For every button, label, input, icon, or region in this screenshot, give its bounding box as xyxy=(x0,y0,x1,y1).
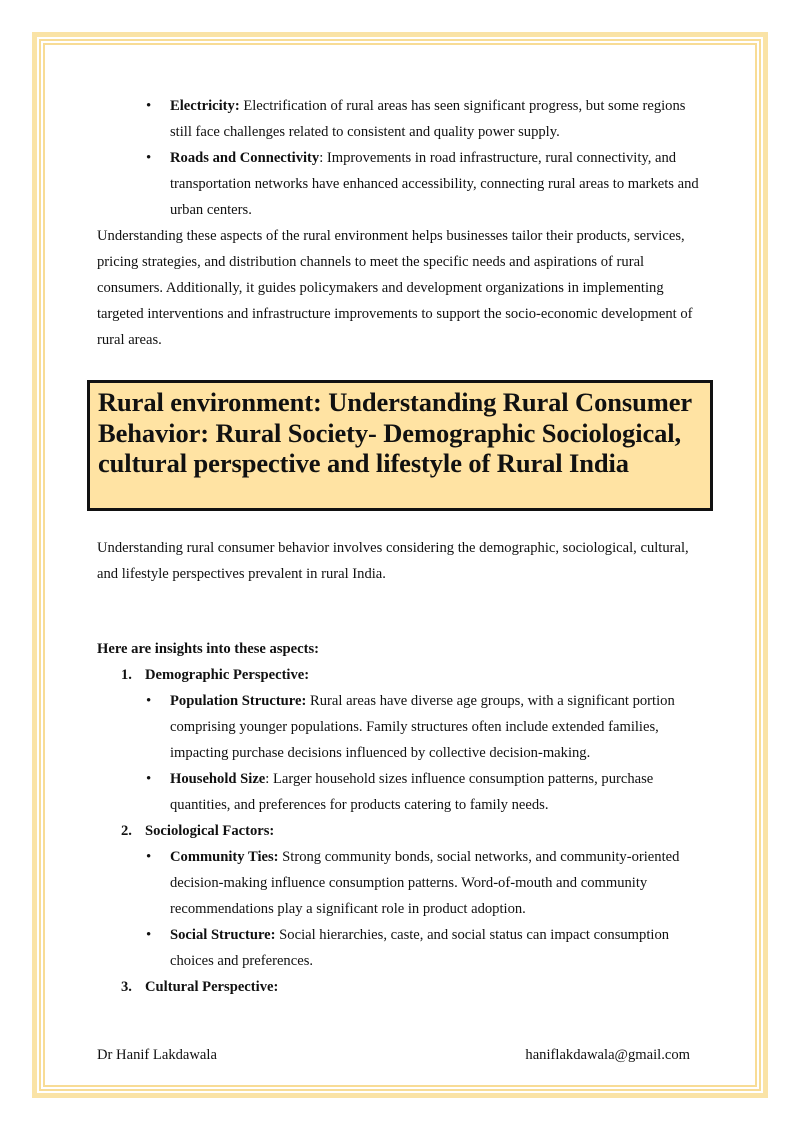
top-content xyxy=(97,93,709,353)
bullet-electricity xyxy=(170,93,709,145)
section-cultural xyxy=(97,974,709,1000)
section-number: 3. xyxy=(121,979,132,995)
bullet-term: Population Structure: xyxy=(170,693,307,709)
section-number: 2. xyxy=(121,823,132,839)
section-heading-box xyxy=(87,380,713,511)
section-sociological xyxy=(97,818,709,974)
bullet-household-size xyxy=(170,766,709,818)
infrastructure-bullet-list xyxy=(97,93,709,223)
section-heading: Rural environment: Understanding Rural Consumer Behavior: Rural Society- Demographic Sociological, cultural perspective and lifestyle of Rural India xyxy=(98,387,692,478)
bullet-text: : Improvements in road infrastructure, rural connectivity, and transportation networks have enhanced accessibility, connecting rural areas to markets and urban centers. xyxy=(170,150,699,218)
section-bullet-list xyxy=(145,844,709,974)
bullet-term: Social Structure: xyxy=(170,927,276,943)
intro-paragraph: Understanding rural consumer behavior involves considering the demographic, sociological, cultural, and lifestyle perspectives prevalent in rural India. xyxy=(97,540,689,582)
section-title: Demographic Perspective: xyxy=(145,667,310,683)
bullet-roads-connectivity xyxy=(170,145,709,223)
bullet-community-ties xyxy=(170,844,709,922)
bullet-term: Community Ties: xyxy=(170,849,279,865)
section-demographic xyxy=(97,662,709,818)
bullet-text: Strong community bonds, social networks, and community-oriented decision-making influence consumption patterns. Word-of-mouth and community recommendations play a significant role in product adoption. xyxy=(170,849,680,917)
bullet-term: Electricity: xyxy=(170,98,240,114)
section-title: Cultural Perspective: xyxy=(145,979,279,995)
numbered-sections xyxy=(97,662,709,1000)
bullet-social-structure xyxy=(170,922,709,974)
bullet-text: Rural areas have diverse age groups, with a significant portion comprising younger populations. Family structures often include extended families, impacting purchase decisions influenced by collective decision-making. xyxy=(170,693,675,761)
section-bullet-list xyxy=(145,688,709,818)
bullet-text: Electrification of rural areas has seen significant progress, but some regions still face challenges related to consistent and quality power supply. xyxy=(170,98,686,140)
bullet-term: Roads and Connectivity xyxy=(170,150,320,166)
page-footer xyxy=(97,1045,690,1065)
section-number: 1. xyxy=(121,667,132,683)
bullet-term: Household Size xyxy=(170,771,266,787)
bullet-population-structure xyxy=(170,688,709,766)
summary-paragraph: Understanding these aspects of the rural environment helps businesses tailor their products, services, pricing strategies, and distribution channels to meet the specific needs and aspirations of rural consumers. Additionally, it guides policymakers and development organizations in implementing targeted interventions and infrastructure improvements to support the socio-economic development of rural areas. xyxy=(97,228,693,348)
intro-section xyxy=(97,535,709,587)
section-title: Sociological Factors: xyxy=(145,823,275,839)
insights-title: Here are insights into these aspects: xyxy=(97,641,319,657)
bullet-text: Social hierarchies, caste, and social status can impact consumption choices and preferences. xyxy=(170,927,670,969)
bullet-text: : Larger household sizes influence consumption patterns, purchase quantities, and preferences for products catering to family needs. xyxy=(170,771,654,813)
footer-author: Dr Hanif Lakdawala xyxy=(97,1047,217,1063)
footer-email: haniflakdawala@gmail.com xyxy=(525,1047,690,1063)
